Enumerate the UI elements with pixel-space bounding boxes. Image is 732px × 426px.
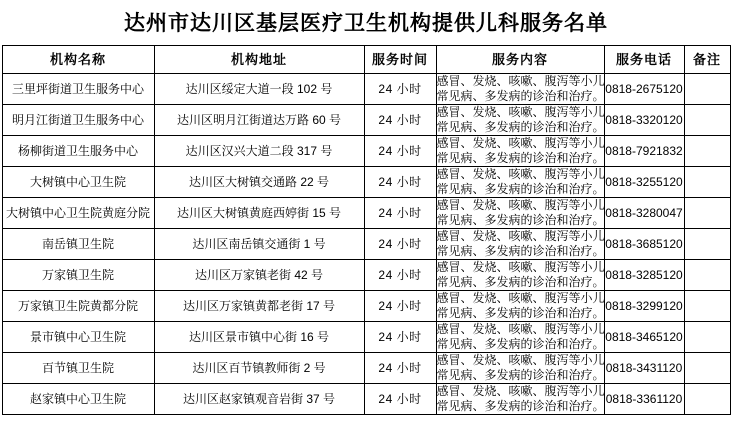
cell-note	[684, 229, 730, 260]
cell-service-content	[436, 291, 604, 322]
service-content-line-2: 常见病、多发病的诊治和治疗。	[436, 275, 605, 290]
cell-institution-address: 达川区万家镇黄都老街 17 号	[154, 291, 364, 322]
cell-service-time: 24 小时	[364, 291, 436, 322]
cell-service-phone: 0818-3255120	[604, 167, 684, 198]
cell-service-content	[436, 136, 604, 167]
table-row	[2, 322, 730, 353]
table-row	[2, 136, 730, 167]
table-row	[2, 229, 730, 260]
cell-service-phone: 0818-3299120	[604, 291, 684, 322]
cell-institution-address: 达川区汉兴大道二段 317 号	[154, 136, 364, 167]
cell-service-phone: 0818-3361120	[604, 384, 684, 415]
service-content-line-1: 感冒、发烧、咳嗽、腹泻等小儿	[436, 291, 605, 306]
page-title: 达州市达川区基层医疗卫生机构提供儿科服务名单	[124, 12, 608, 35]
cell-service-content	[436, 167, 604, 198]
cell-service-phone: 0818-3685120	[604, 229, 684, 260]
column-header-content: 服务内容	[436, 46, 604, 74]
table-row	[2, 105, 730, 136]
service-content-line-1: 感冒、发烧、咳嗽、腹泻等小儿	[436, 353, 605, 368]
service-content-line-2: 常见病、多发病的诊治和治疗。	[436, 89, 605, 104]
service-content-line-2: 常见病、多发病的诊治和治疗。	[436, 244, 605, 259]
table-row	[2, 353, 730, 384]
service-content-line-2: 常见病、多发病的诊治和治疗。	[436, 213, 605, 228]
cell-note	[684, 198, 730, 229]
cell-service-phone: 0818-3465120	[604, 322, 684, 353]
cell-service-time: 24 小时	[364, 136, 436, 167]
service-content-line-2: 常见病、多发病的诊治和治疗。	[436, 337, 605, 352]
cell-institution-name: 杨柳街道卫生服务中心	[2, 136, 154, 167]
service-content-line-1: 感冒、发烧、咳嗽、腹泻等小儿	[436, 260, 605, 275]
pediatric-service-table	[2, 45, 731, 415]
cell-note	[684, 384, 730, 415]
cell-note	[684, 167, 730, 198]
column-header-time: 服务时间	[364, 46, 436, 74]
cell-note	[684, 322, 730, 353]
cell-institution-address: 达川区大树镇黄庭西婷街 15 号	[154, 198, 364, 229]
cell-service-content	[436, 198, 604, 229]
cell-service-content	[436, 353, 604, 384]
table-header-row	[2, 46, 730, 74]
cell-institution-name: 南岳镇卫生院	[2, 229, 154, 260]
service-content-line-1: 感冒、发烧、咳嗽、腹泻等小儿	[436, 198, 605, 213]
cell-service-content	[436, 384, 604, 415]
service-content-line-2: 常见病、多发病的诊治和治疗。	[436, 182, 605, 197]
table-row	[2, 167, 730, 198]
cell-note	[684, 291, 730, 322]
cell-note	[684, 136, 730, 167]
service-content-line-2: 常见病、多发病的诊治和治疗。	[436, 399, 605, 414]
service-content-line-1: 感冒、发烧、咳嗽、腹泻等小儿	[436, 167, 605, 182]
cell-institution-address: 达川区景市镇中心街 16 号	[154, 322, 364, 353]
cell-institution-name: 大树镇中心卫生院	[2, 167, 154, 198]
cell-institution-name: 万家镇卫生院黄都分院	[2, 291, 154, 322]
cell-institution-address: 达川区赵家镇观音岩街 37 号	[154, 384, 364, 415]
table-row	[2, 74, 730, 105]
cell-service-time: 24 小时	[364, 105, 436, 136]
cell-service-time: 24 小时	[364, 167, 436, 198]
service-content-line-2: 常见病、多发病的诊治和治疗。	[436, 306, 605, 321]
cell-institution-address: 达川区绥定大道一段 102 号	[154, 74, 364, 105]
column-header-name: 机构名称	[2, 46, 154, 74]
column-header-address: 机构地址	[154, 46, 364, 74]
cell-institution-address: 达川区南岳镇交通街 1 号	[154, 229, 364, 260]
cell-institution-address: 达川区明月江街道达万路 60 号	[154, 105, 364, 136]
service-content-line-1: 感冒、发烧、咳嗽、腹泻等小儿	[436, 322, 605, 337]
cell-service-time: 24 小时	[364, 198, 436, 229]
cell-service-time: 24 小时	[364, 260, 436, 291]
cell-service-time: 24 小时	[364, 229, 436, 260]
table-row	[2, 384, 730, 415]
cell-institution-name: 赵家镇中心卫生院	[2, 384, 154, 415]
service-content-line-1: 感冒、发烧、咳嗽、腹泻等小儿	[436, 229, 605, 244]
cell-service-time: 24 小时	[364, 353, 436, 384]
cell-service-time: 24 小时	[364, 384, 436, 415]
service-content-line-2: 常见病、多发病的诊治和治疗。	[436, 151, 605, 166]
cell-service-content	[436, 229, 604, 260]
cell-service-phone: 0818-7921832	[604, 136, 684, 167]
cell-service-content	[436, 105, 604, 136]
cell-service-phone: 0818-3431120	[604, 353, 684, 384]
cell-note	[684, 260, 730, 291]
cell-institution-name: 大树镇中心卫生院黄庭分院	[2, 198, 154, 229]
service-content-line-1: 感冒、发烧、咳嗽、腹泻等小儿	[436, 136, 605, 151]
cell-institution-name: 明月江街道卫生服务中心	[2, 105, 154, 136]
table-body	[2, 74, 730, 415]
cell-institution-name: 景市镇中心卫生院	[2, 322, 154, 353]
cell-service-time: 24 小时	[364, 322, 436, 353]
service-content-line-2: 常见病、多发病的诊治和治疗。	[436, 120, 605, 135]
cell-service-phone: 0818-3320120	[604, 105, 684, 136]
service-content-line-1: 感冒、发烧、咳嗽、腹泻等小儿	[436, 105, 605, 120]
cell-service-content	[436, 74, 604, 105]
cell-institution-name: 三里坪街道卫生服务中心	[2, 74, 154, 105]
cell-service-phone: 0818-2675120	[604, 74, 684, 105]
cell-service-phone: 0818-3280047	[604, 198, 684, 229]
service-content-line-1: 感冒、发烧、咳嗽、腹泻等小儿	[436, 74, 605, 89]
cell-institution-name: 百节镇卫生院	[2, 353, 154, 384]
table-row	[2, 291, 730, 322]
cell-service-time: 24 小时	[364, 74, 436, 105]
cell-service-content	[436, 322, 604, 353]
service-content-line-2: 常见病、多发病的诊治和治疗。	[436, 368, 605, 383]
cell-service-phone: 0818-3285120	[604, 260, 684, 291]
table-row	[2, 260, 730, 291]
cell-institution-address: 达川区万家镇老街 42 号	[154, 260, 364, 291]
column-header-phone: 服务电话	[604, 46, 684, 74]
column-header-note: 备注	[684, 46, 730, 74]
cell-institution-name: 万家镇卫生院	[2, 260, 154, 291]
cell-service-content	[436, 260, 604, 291]
service-content-line-1: 感冒、发烧、咳嗽、腹泻等小儿	[436, 384, 605, 399]
cell-note	[684, 105, 730, 136]
cell-institution-address: 达川区百节镇教师街 2 号	[154, 353, 364, 384]
table-row	[2, 198, 730, 229]
cell-institution-address: 达川区大树镇交通路 22 号	[154, 167, 364, 198]
cell-note	[684, 74, 730, 105]
cell-note	[684, 353, 730, 384]
